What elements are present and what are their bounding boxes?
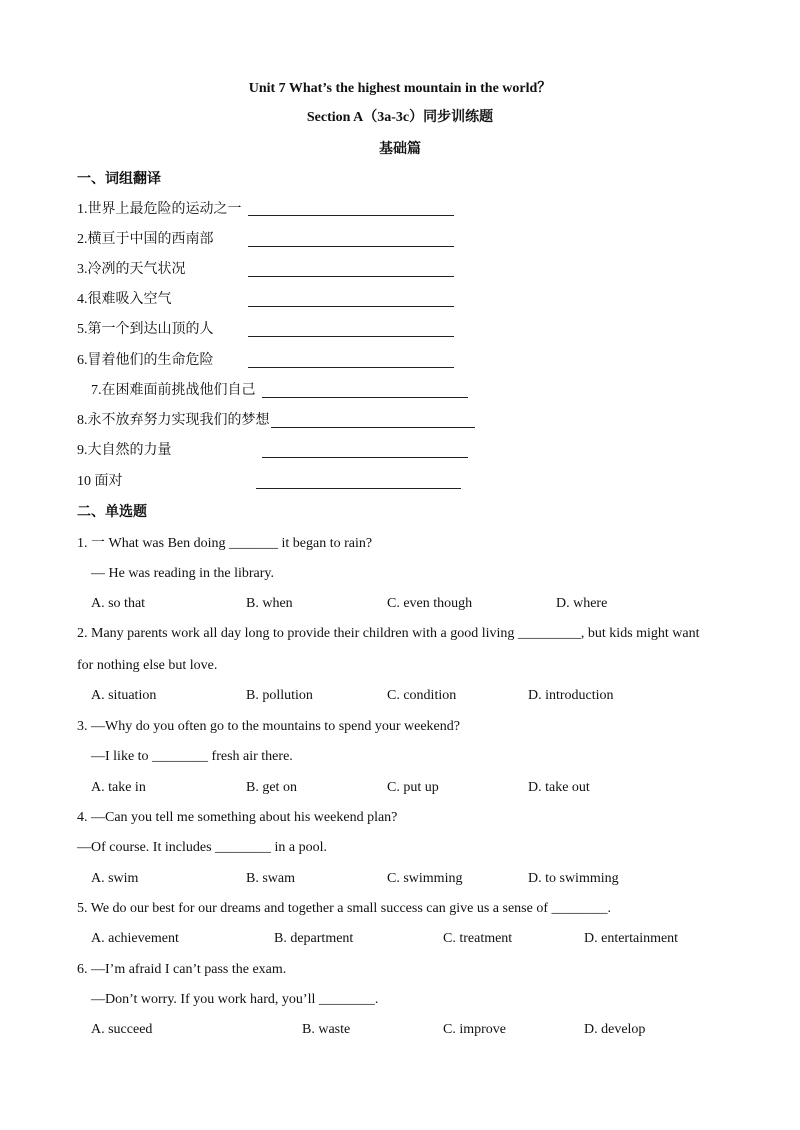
difficulty-level: 基础篇: [379, 142, 421, 157]
page-subtitle: Section A（3a-3c）同步训练题: [306, 110, 494, 125]
answer-option: B. pollution: [246, 688, 313, 703]
page-title: Unit 7 What’s the highest mountain in the world？: [248, 81, 552, 96]
translation-item: 10 面对: [77, 474, 123, 489]
section-heading-translation: 一、词组翻译: [77, 172, 161, 187]
answer-option: A. situation: [91, 688, 157, 703]
question-stem: 1. 一 What was Ben doing _______ it began to rain?: [77, 536, 373, 551]
answer-option: B. department: [274, 931, 354, 946]
answer-option: D. take out: [528, 780, 590, 795]
translation-item: 5.第一个到达山顶的人: [77, 322, 214, 337]
question-line: —Don’t worry. If you work hard, you’ll ________.: [91, 992, 379, 1007]
answer-option: A. take in: [91, 780, 146, 795]
answer-option: A. swim: [91, 871, 139, 886]
question-stem: 3. —Why do you often go to the mountains to spend your weekend?: [77, 719, 460, 734]
question-stem: 5. We do our best for our dreams and together a small success can give us a sense of ________.: [77, 901, 611, 916]
translation-item: 4.很难吸入空气: [77, 292, 172, 307]
translation-item: 9.大自然的力量: [77, 443, 172, 458]
answer-option: C. put up: [387, 780, 439, 795]
answer-option: D. where: [556, 596, 608, 611]
answer-option: A. achievement: [91, 931, 179, 946]
translation-item: 6.冒着他们的生命危险: [77, 353, 214, 368]
question-stem: 2. Many parents work all day long to provide their children with a good living _________, but kids might want: [77, 626, 700, 641]
answer-blank: [256, 488, 461, 489]
question-line: for nothing else but love.: [77, 658, 218, 673]
answer-option: A. succeed: [91, 1022, 153, 1037]
answer-blank: [248, 215, 454, 216]
question-line: —I like to ________ fresh air there.: [91, 749, 293, 764]
answer-blank: [248, 367, 454, 368]
answer-blank: [262, 397, 468, 398]
section-heading-multiple-choice: 二、单选题: [77, 505, 147, 520]
translation-item: 8.永不放弃努力实现我们的梦想: [77, 413, 270, 428]
answer-blank: [248, 246, 454, 247]
answer-option: D. entertainment: [584, 931, 679, 946]
question-line: —Of course. It includes ________ in a pool.: [77, 840, 328, 855]
answer-option: C. improve: [443, 1022, 506, 1037]
translation-item: 2.横亘于中国的西南部: [77, 232, 214, 247]
answer-option: B. get on: [246, 780, 297, 795]
answer-option: B. swam: [246, 871, 295, 886]
answer-option: C. swimming: [387, 871, 463, 886]
answer-option: A. so that: [91, 596, 146, 611]
answer-option: D. introduction: [528, 688, 614, 703]
answer-blank: [248, 276, 454, 277]
question-stem: 6. —I’m afraid I can’t pass the exam.: [77, 962, 287, 977]
answer-option: C. even though: [387, 596, 473, 611]
question-stem: 4. —Can you tell me something about his weekend plan?: [77, 810, 398, 825]
answer-blank: [262, 457, 468, 458]
answer-option: B. waste: [302, 1022, 351, 1037]
answer-blank: [248, 336, 454, 337]
answer-option: D. develop: [584, 1022, 646, 1037]
translation-item: 7.在困难面前挑战他们自己: [91, 383, 256, 398]
answer-option: D. to swimming: [528, 871, 619, 886]
answer-option: C. condition: [387, 688, 457, 703]
answer-blank: [271, 427, 475, 428]
translation-item: 3.冷冽的天气状况: [77, 262, 186, 277]
translation-item: 1.世界上最危险的运动之一: [77, 202, 242, 217]
answer-option: B. when: [246, 596, 293, 611]
answer-option: C. treatment: [443, 931, 513, 946]
answer-blank: [248, 306, 454, 307]
question-line: — He was reading in the library.: [91, 566, 274, 581]
